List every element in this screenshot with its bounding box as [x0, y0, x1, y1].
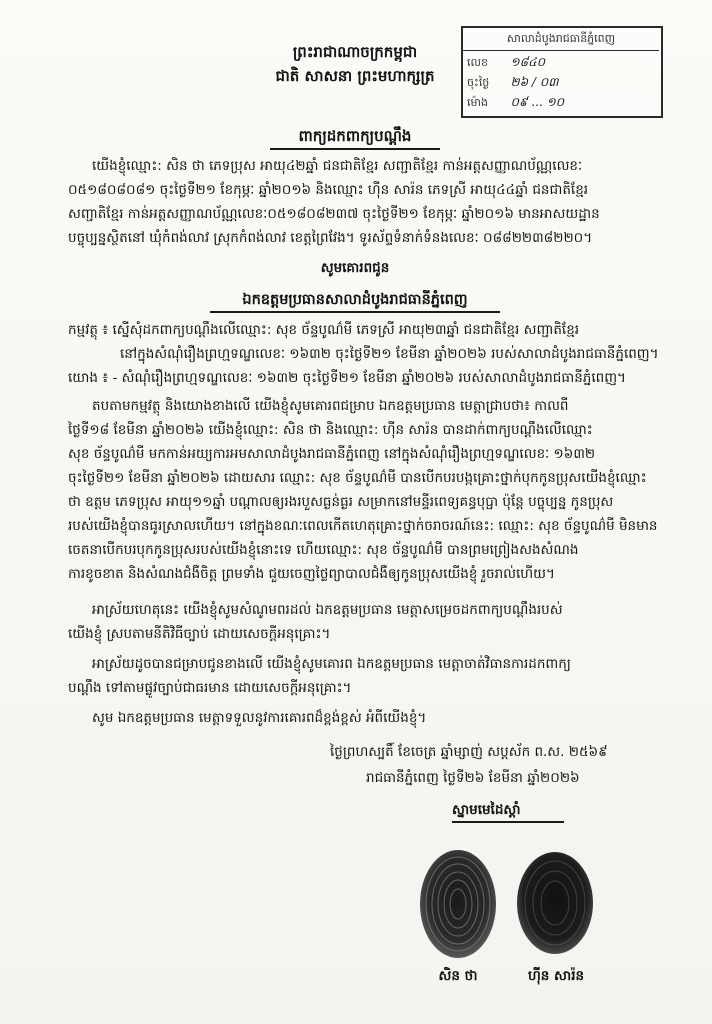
- signer-name-right: ហ៊ីន សារ៉ន: [527, 968, 585, 984]
- intro-line: សញ្ជាតិខ្មែរ កាន់អត្តសញ្ញាណប័ណ្ណលេខៈ០៥១៨០៨២៣៧ ចុះថ្ងៃទី២១ ខែកុម្ភៈ ឆ្នាំ២០១៦ មានអាសយដ្ឋាន: [68, 206, 600, 222]
- body-line: ចេតនាបើកបរបុកកូនប្រុសរបស់យើងខ្ញុំនោះទេ ហើយឈ្មោះ: សុខ ច័ន្ទបូណ៌មី បានព្រមព្រៀងសងសំណង: [68, 542, 579, 558]
- subject-line: កម្មវត្ថុ ៖ ស្នើសុំដកពាក្យបណ្តឹងលើឈ្មោះ: សុខ ច័ន្ទបូណ៌មី ភេទស្រី អាយុ២៣ឆ្នាំ ជនជាតិខ្មែរ សញ្ជាតិខ្មែរ: [68, 322, 580, 338]
- stamp-title: សាលាដំបូងរាជធានីភ្នំពេញ: [463, 28, 659, 51]
- stamp-value: ១៨៤០: [511, 52, 611, 72]
- signature-heading: ស្នាមមេដៃស្តាំ: [452, 802, 521, 818]
- body-line: ថា ឧត្តម ភេទប្រុស អាយុ១១ឆ្នាំ បណ្តាលឲ្យរងរបួសធ្ងន់ធ្ងរ សម្រាកនៅមន្ទីរពេទ្យគន្ធបុប្ផា ប៉ុន្តែ បច្ចុប្បន្ន កូនប្រុស: [68, 494, 614, 510]
- stamp-row-time: [467, 92, 655, 112]
- court-receipt-stamp: [461, 26, 663, 118]
- addressee-line: ឯកឧត្តមប្រធានសាលាដំបូងរាជធានីភ្នំពេញ: [242, 292, 468, 308]
- body-line: យើងខ្ញុំ ស្របតាមនីតិវិធីច្បាប់ ដោយសេចក្តីអនុគ្រោះ។: [68, 626, 331, 642]
- intro-line: បច្ចុប្បន្នស្ថិតនៅ ឃុំកំពង់លាវ ស្រុកកំពង់លាវ ខេត្តព្រៃវែង។ ទូរស័ព្ទទំនាក់ទំនងលេខៈ ០៨៨២២៣៨២២០។: [68, 230, 593, 246]
- stamp-row-number: [467, 52, 655, 72]
- body-line: ថ្ងៃទី១៨ ខែមីនា ឆ្នាំ២០២៦ យើងខ្ញុំឈ្មោះ: សិន ថា និងឈ្មោះ: ហ៊ីន សារ៉ន បានដាក់ពាក្យបណ្តឹងលើឈ្មោះ: [68, 422, 593, 438]
- kingdom-header: ព្រះរាជាណាចក្រកម្ពុជា: [292, 43, 418, 61]
- intro-line: ០៥១៨០៨០៨១ ចុះថ្ងៃទី២១ ខែកុម្ភៈ ឆ្នាំ២០១៦ និងឈ្មោះ ហ៊ីន សារ៉ន ភេទស្រី អាយុ៤៤ឆ្នាំ ជនជាតិខ្មែរ: [68, 182, 589, 198]
- signature-heading-underline: [452, 821, 564, 823]
- body-line: ចុះថ្ងៃទី២១ ខែមីនា ឆ្នាំ២០២៦ ដោយសារ ឈ្មោះ: សុខ ច័ន្ទបូណ៌មី បានបើកបរបង្កគ្រោះថ្នាក់បុកកូនប្រុសយើងខ្ញុំឈ្មោះ: [68, 470, 647, 486]
- stamp-label: ចុះថ្ងៃ: [467, 76, 490, 89]
- respect-line: សូមគោរពជូន: [320, 260, 390, 276]
- stamp-label: ម៉ោង: [467, 96, 488, 109]
- stamp-label: លេខ: [467, 56, 488, 69]
- motto-header: ជាតិ សាសនា ព្រះមហាក្សត្រ: [275, 67, 435, 85]
- fingerprint-left-icon: [416, 846, 500, 962]
- subject-line: នៅក្នុងសំណុំរឿងព្រហ្មទណ្ឌលេខៈ ១៦៣២ ចុះថ្ងៃទី២១ ខែមីនា ឆ្នាំ២០២៦ របស់សាលាដំបូងរាជធានីភ្នំពេញ។: [120, 346, 659, 362]
- reference-line: យោង ៖ - សំណុំរឿងព្រហ្មទណ្ឌលេខៈ ១៦៣២ ចុះថ្ងៃទី២១ ខែមីនា ឆ្នាំ២០២៦ របស់សាលាដំបូងរាជធានីភ្នំពេញ។: [68, 370, 626, 386]
- body-line: ការខូចខាត និងសំណងជំងឺចិត្ត ព្រមទាំង ជួយចេញថ្លៃព្យាបាលជំងឺឲ្យកូនប្រុសយើងខ្ញុំ រួចរាល់ហើយ។: [68, 566, 555, 582]
- title-underline: [270, 148, 440, 150]
- intro-line: យើងខ្ញុំឈ្មោះ: សិន ថា ភេទប្រុស អាយុ៤២ឆ្នាំ ជនជាតិខ្មែរ សញ្ជាតិខ្មែរ កាន់អត្តសញ្ញាណប័ណ្ណលេខៈ: [92, 158, 583, 174]
- solar-date: រាជធានីភ្នំពេញ ថ្ងៃទី២៦ ខែមីនា ឆ្នាំ២០២៦: [366, 770, 580, 786]
- document-title: ពាក្យដកពាក្យបណ្តឹង: [298, 127, 412, 145]
- fingerprint-right-icon: [514, 848, 596, 958]
- closing-line: សូម ឯកឧត្តមប្រធាន មេត្តាទទួលនូវការគោរពដ៏ខ្ពង់ខ្ពស់ អំពីយើងខ្ញុំ។: [92, 710, 427, 726]
- signer-name-left: សិន ថា: [438, 968, 478, 984]
- body-line: សុខ ច័ន្ទបូណ៌មី មកកាន់អយ្យការអមសាលាដំបូងរាជធានីភ្នំពេញ នៅក្នុងសំណុំរឿងព្រហ្មទណ្ឌលេខៈ ១៦៣២: [68, 446, 596, 462]
- stamp-row-date: [467, 72, 655, 92]
- body-line: បណ្តឹង ទៅតាមផ្លូវច្បាប់ជាធរមាន ដោយសេចក្តីអនុគ្រោះ។: [68, 680, 352, 696]
- body-line: អាស្រ័យហេតុនេះ យើងខ្ញុំសូមសំណូមពរដល់ ឯកឧត្តមប្រធាន មេត្តាសម្រេចដកពាក្យបណ្តឹងរបស់: [92, 602, 563, 618]
- body-line: តបតាមកម្មវត្ថុ និងយោងខាងលើ យើងខ្ញុំសូមគោរពជម្រាប ឯកឧត្តមប្រធាន មេត្តាជ្រាបថា៖ កាលពី: [92, 398, 569, 414]
- stamp-value: ០៩ ... ១០: [511, 92, 611, 112]
- body-line: របស់យើងខ្ញុំបានធូរស្រាលហើយ។ នៅក្នុងខណៈពេលកើតហេតុគ្រោះថ្នាក់ចរាចរណ៍នេះ: ឈ្មោះ: សុខ ច័ន្ទបូណ៌មី មិនមាន: [68, 518, 658, 534]
- addressee-underline: [210, 311, 500, 313]
- stamp-value: ២៦ / ០៣: [511, 72, 611, 92]
- body-line: អាស្រ័យដូចបានជម្រាបជូនខាងលើ យើងខ្ញុំសូមគោរព ឯកឧត្តមប្រធាន មេត្តាចាត់វិធានការដកពាក្យ: [92, 656, 571, 672]
- lunar-date: ថ្ងៃព្រហស្បតិ៍ ខែចេត្រ ឆ្នាំម្សាញ់ សប្តស័ក ព.ស. ២៥៦៩: [330, 744, 608, 760]
